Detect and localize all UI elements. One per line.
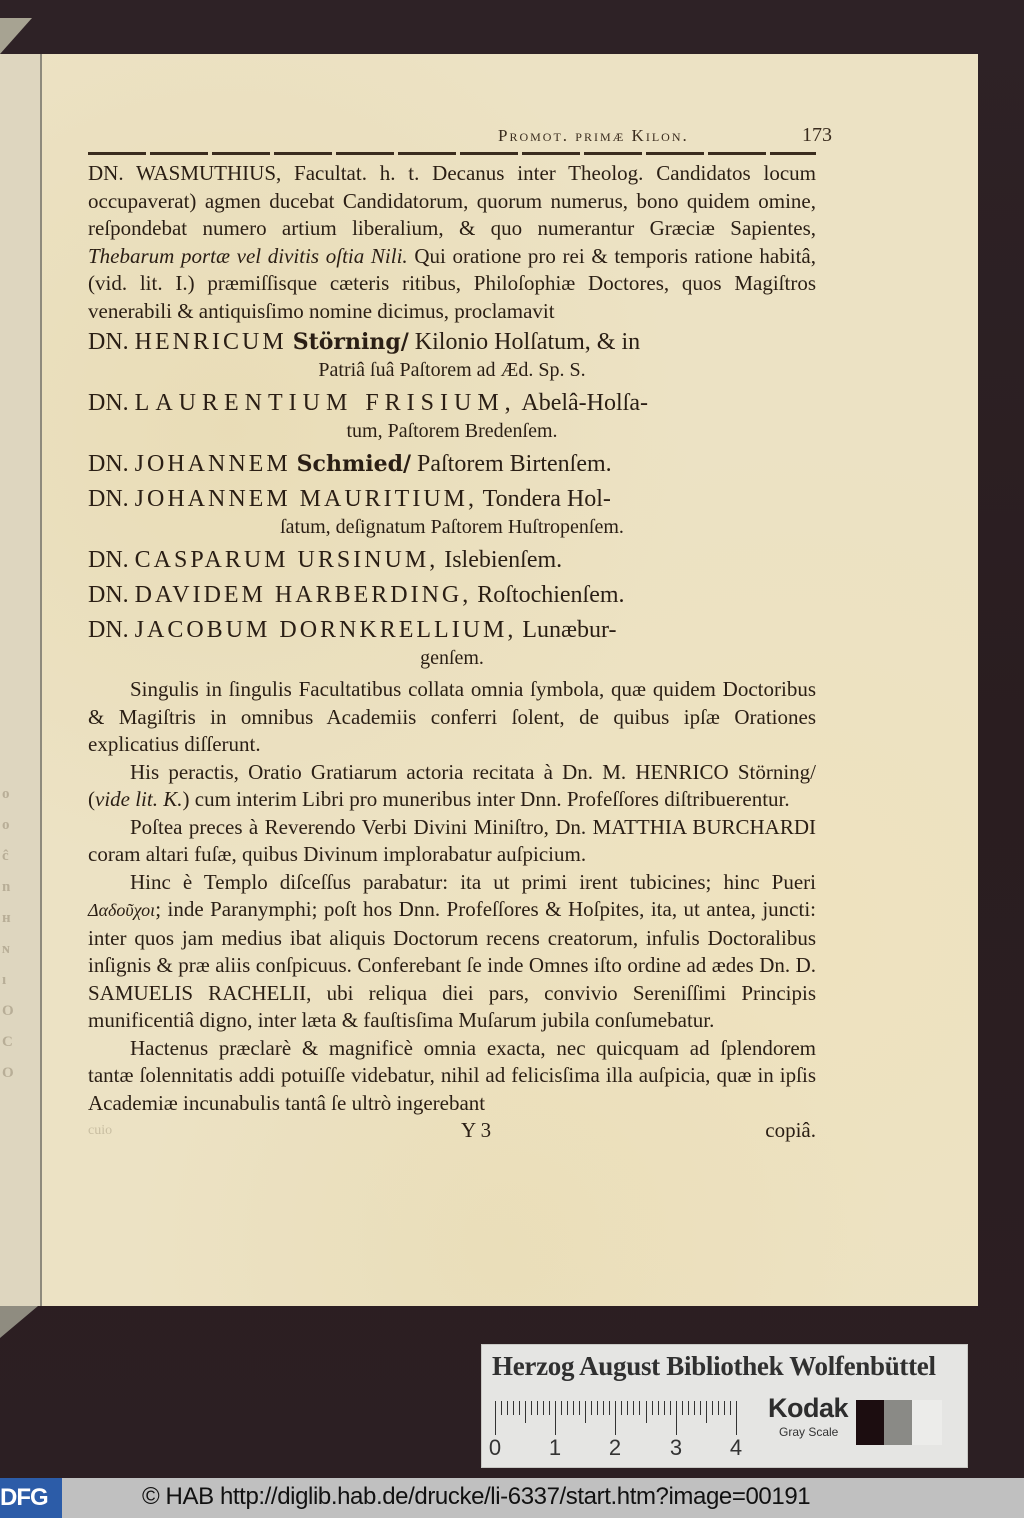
ruler-tick bbox=[706, 1401, 707, 1423]
bleed-glyph: o bbox=[2, 786, 10, 802]
candidate-prefix: DN. bbox=[88, 390, 129, 416]
candidate-name: HENRICUM bbox=[134, 329, 287, 355]
left-page-edge bbox=[0, 54, 42, 1306]
book-page bbox=[42, 54, 978, 1306]
ruler-tick bbox=[513, 1401, 514, 1415]
bleed-glyph: C bbox=[2, 1034, 13, 1050]
ruler-tick bbox=[664, 1401, 665, 1415]
ruler-tick bbox=[609, 1401, 610, 1415]
color-calibration-card bbox=[481, 1344, 968, 1468]
candidate-detail: genſem. bbox=[420, 647, 484, 669]
candidate-name: JOHANNEM bbox=[134, 451, 291, 477]
candidate-name-line bbox=[88, 484, 816, 514]
candidate-name-line bbox=[88, 449, 816, 479]
ruler-tick bbox=[724, 1401, 725, 1415]
ruler-tick bbox=[652, 1401, 653, 1415]
gray-scale-label: Gray Scale bbox=[779, 1425, 839, 1439]
left-page-show-through bbox=[2, 779, 32, 1089]
ruler-tick bbox=[495, 1401, 496, 1435]
running-head bbox=[128, 124, 832, 152]
text-span: ; inde Paranymphi; poſt hos Dnn. Profeſſores & Hoſpites, ita, ut antea, juncti: inter quos jam medius ibat aliquis Doctorum recens creatorum, infulis Doctoralibus inſignis & præ aliis conſpicuus. Conferebant ſe inde Omnes iſto ordine ad ædes Dn. D. SAMUELIS RACHELII, ubi reliqua diei pars, convivio Sereniſſimi Principis munificentiâ digno, inter læta & fauſtisſima Muſarum jubila conſumebatur. bbox=[88, 897, 816, 1032]
ruler-tick bbox=[501, 1401, 502, 1415]
ruler-label: 1 bbox=[548, 1435, 562, 1460]
candidate-detail: ſatum, deſignatum Paſtorem Huſtropenſem. bbox=[280, 516, 624, 538]
footer-bar bbox=[0, 1478, 1024, 1518]
candidate-origin: Islebienſem. bbox=[444, 547, 563, 573]
kodak-logo: Kodak bbox=[768, 1393, 849, 1423]
text-span: DN. WASMUTHIUS, Facultat. h. t. Decanus inter Theolog. Candidatos locum occupaverat) agmen ducebat Candidatorum, quorum numerus, bono quidem omine, reſpondebat numero artium liberalium, & quo numerantur Græciæ Sapientes, bbox=[88, 161, 816, 240]
ruler-tick bbox=[615, 1401, 616, 1435]
ruler-tick bbox=[507, 1401, 508, 1415]
ruler-tick bbox=[633, 1401, 634, 1415]
catchword: copiâ. bbox=[765, 1118, 816, 1142]
candidate-prefix: DN. bbox=[88, 617, 129, 643]
candidate-entry bbox=[88, 449, 816, 479]
ruler-tick bbox=[549, 1401, 550, 1415]
candidate-origin: Paſtorem Birtenſem. bbox=[417, 451, 612, 477]
bleed-glyph: ʜ bbox=[2, 910, 11, 926]
ruler-tick bbox=[718, 1401, 719, 1415]
bleed-glyph: ɴ bbox=[2, 941, 10, 957]
ruler-tick bbox=[597, 1401, 598, 1415]
candidate-prefix: DN. bbox=[88, 329, 129, 355]
candidate-prefix: DN. bbox=[88, 451, 129, 477]
candidate-entry bbox=[88, 484, 816, 540]
ruler-tick bbox=[525, 1401, 526, 1423]
ruler-tick bbox=[591, 1401, 592, 1415]
ruler-label: 4 bbox=[729, 1435, 743, 1460]
candidate-entry bbox=[88, 388, 816, 444]
candidate-detail: Patriâ ſuâ Paſtorem ad Æd. Sp. S. bbox=[318, 359, 586, 381]
ruler-tick bbox=[658, 1401, 659, 1415]
show-through-text: cuio bbox=[88, 1123, 113, 1138]
ruler-tick bbox=[694, 1401, 695, 1415]
bleed-glyph: o bbox=[2, 817, 10, 833]
left-page-corner bbox=[0, 1306, 38, 1338]
ruler-tick bbox=[573, 1401, 574, 1415]
opening-paragraph bbox=[88, 160, 816, 325]
candidate-name-line bbox=[88, 388, 816, 418]
page-number: 173 bbox=[802, 124, 832, 146]
candidate-entry bbox=[88, 580, 816, 610]
page-footer-line bbox=[88, 1117, 816, 1145]
candidate-name: CASPARUM URSINUM, bbox=[134, 547, 439, 573]
candidate-origin: Lunæbur- bbox=[522, 617, 617, 643]
body-text bbox=[88, 160, 816, 1145]
dfg-logo: DFG bbox=[0, 1478, 62, 1518]
ruler-tick bbox=[537, 1401, 538, 1415]
ruler-tick bbox=[543, 1401, 544, 1415]
ruler-tick bbox=[712, 1401, 713, 1415]
ruler-tick bbox=[700, 1401, 701, 1415]
library-name: Herzog August Bibliothek Wolfenbüttel bbox=[492, 1351, 936, 1381]
running-title: Promot. primæ Kilon. bbox=[498, 126, 689, 145]
candidate-name: JACOBUM DORNKRELLIUM, bbox=[134, 617, 517, 643]
ruler-tick bbox=[736, 1401, 737, 1435]
paragraph-his-peractis bbox=[88, 759, 816, 814]
candidate-name-line bbox=[88, 615, 816, 645]
measurement-ruler bbox=[488, 1397, 745, 1465]
ruler-tick bbox=[519, 1401, 520, 1415]
ruler-tick bbox=[567, 1401, 568, 1415]
ruler-tick bbox=[676, 1401, 677, 1435]
greek-word: Δαδοῦχοι bbox=[88, 900, 156, 920]
candidate-entry bbox=[88, 545, 816, 575]
candidate-name: LAURENTIUM FRISIUM, bbox=[134, 390, 517, 416]
candidate-entry bbox=[88, 327, 816, 383]
ruler-tick bbox=[670, 1401, 671, 1415]
bleed-glyph: n bbox=[2, 879, 11, 895]
candidate-origin: Abelâ-Holſa- bbox=[521, 390, 648, 416]
italic-quote: Thebarum portæ vel divitis oſtia Nili. bbox=[88, 243, 408, 268]
candidate-prefix: DN. bbox=[88, 582, 129, 608]
bleed-glyph: ĉ bbox=[2, 848, 9, 864]
bleed-glyph: ı bbox=[2, 972, 7, 988]
candidate-blackletter: Schmied/ bbox=[296, 451, 412, 477]
paragraph-hactenus: Hactenus præclarè & magnificè omnia exacta, nec quicquam ad ſplendorem tantæ ſolennitatis addi potuiſſe videbatur, nihil ad felicisſima illa auſpicia, quæ in ipſis Academiæ incunabulis tantâ ſe ultrò ingerebant bbox=[88, 1035, 816, 1115]
candidate-detail: tum, Paſtorem Bredenſem. bbox=[346, 420, 558, 442]
candidate-name: JOHANNEM MAURITIUM, bbox=[134, 486, 477, 512]
signature-mark: Y 3 bbox=[461, 1118, 492, 1142]
text-span: Qui oratione pro rei & temporis ratione habitâ, (vid. lit. I.) præmiſſisque cæteris ritibus, Philoſophiæ Doctores, quos Magiſtros venerabili & antiquisſimo nomine dicimus, proclamavit bbox=[88, 243, 816, 323]
ruler-label: 3 bbox=[669, 1435, 683, 1460]
candidate-blackletter: Störning/ bbox=[292, 329, 409, 355]
ruler-tick bbox=[730, 1401, 731, 1415]
copyright-link[interactable]: © HAB http://diglib.hab.de/drucke/li-6337/start.htm?image=00191 bbox=[142, 1483, 811, 1510]
candidate-list bbox=[88, 327, 816, 671]
ruler-tick bbox=[688, 1401, 689, 1415]
bleed-glyph: O bbox=[2, 1003, 14, 1019]
ruler-tick bbox=[627, 1401, 628, 1415]
swatch-black bbox=[856, 1400, 884, 1445]
candidate-prefix: DN. bbox=[88, 486, 129, 512]
ruler-label: 0 bbox=[488, 1435, 502, 1460]
candidate-name-line bbox=[88, 327, 816, 357]
header-rule bbox=[88, 152, 816, 155]
swatch-white bbox=[912, 1400, 942, 1445]
ruler-tick bbox=[603, 1401, 604, 1415]
candidate-name: DAVIDEM HARBERDING, bbox=[134, 582, 472, 608]
ruler-tick bbox=[579, 1401, 580, 1415]
candidate-origin: Roſtochienſem. bbox=[477, 582, 625, 608]
text-span: ) cum interim Libri pro muneribus inter Dnn. Profeſſores diſtribuerentur. bbox=[182, 787, 790, 811]
swatch-gray bbox=[884, 1400, 912, 1445]
paragraph-postea: Poſtea preces à Reverendo Verbi Divini Miniſtro, Dn. MATTHIA BURCHARDI coram altari fuſæ, quibus Divinum implorabatur auſpicium. bbox=[88, 814, 816, 866]
ruler-label: 2 bbox=[608, 1435, 622, 1460]
ruler-tick bbox=[585, 1401, 586, 1423]
ruler-tick bbox=[561, 1401, 562, 1415]
candidate-origin: Tondera Hol- bbox=[482, 486, 611, 512]
ruler-tick bbox=[646, 1401, 647, 1423]
ruler-tick bbox=[621, 1401, 622, 1415]
candidate-origin: Kilonio Holſatum, & in bbox=[414, 329, 641, 355]
italic-reference: vide lit. K. bbox=[95, 787, 183, 811]
text-span: Hinc è Templo diſceſſus parabatur: ita ut primi irent tubicines; hinc Pueri bbox=[130, 869, 816, 894]
text-span: His peractis, Oratio Gratiarum actoria recitata à Dn. M. HENRICO Störning/ ( bbox=[88, 759, 816, 811]
ruler-tick bbox=[531, 1401, 532, 1415]
candidate-entry bbox=[88, 615, 816, 671]
ruler-tick bbox=[555, 1401, 556, 1435]
ruler-tick bbox=[682, 1401, 683, 1415]
left-page-corner bbox=[0, 18, 32, 54]
candidate-prefix: DN. bbox=[88, 547, 129, 573]
candidate-name-line bbox=[88, 580, 816, 610]
paragraph-singulis: Singulis in ſingulis Facultatibus collata omnia ſymbola, quæ quidem Doctoribus & Magiſtris in omnibus Academiis conferri ſolent, de quibus ipſæ Orationes explicatius diſſerunt. bbox=[88, 677, 816, 756]
candidate-name-line bbox=[88, 545, 816, 575]
ruler-tick bbox=[639, 1401, 640, 1415]
paragraph-hinc bbox=[88, 869, 816, 1035]
bleed-glyph: O bbox=[2, 1065, 14, 1081]
